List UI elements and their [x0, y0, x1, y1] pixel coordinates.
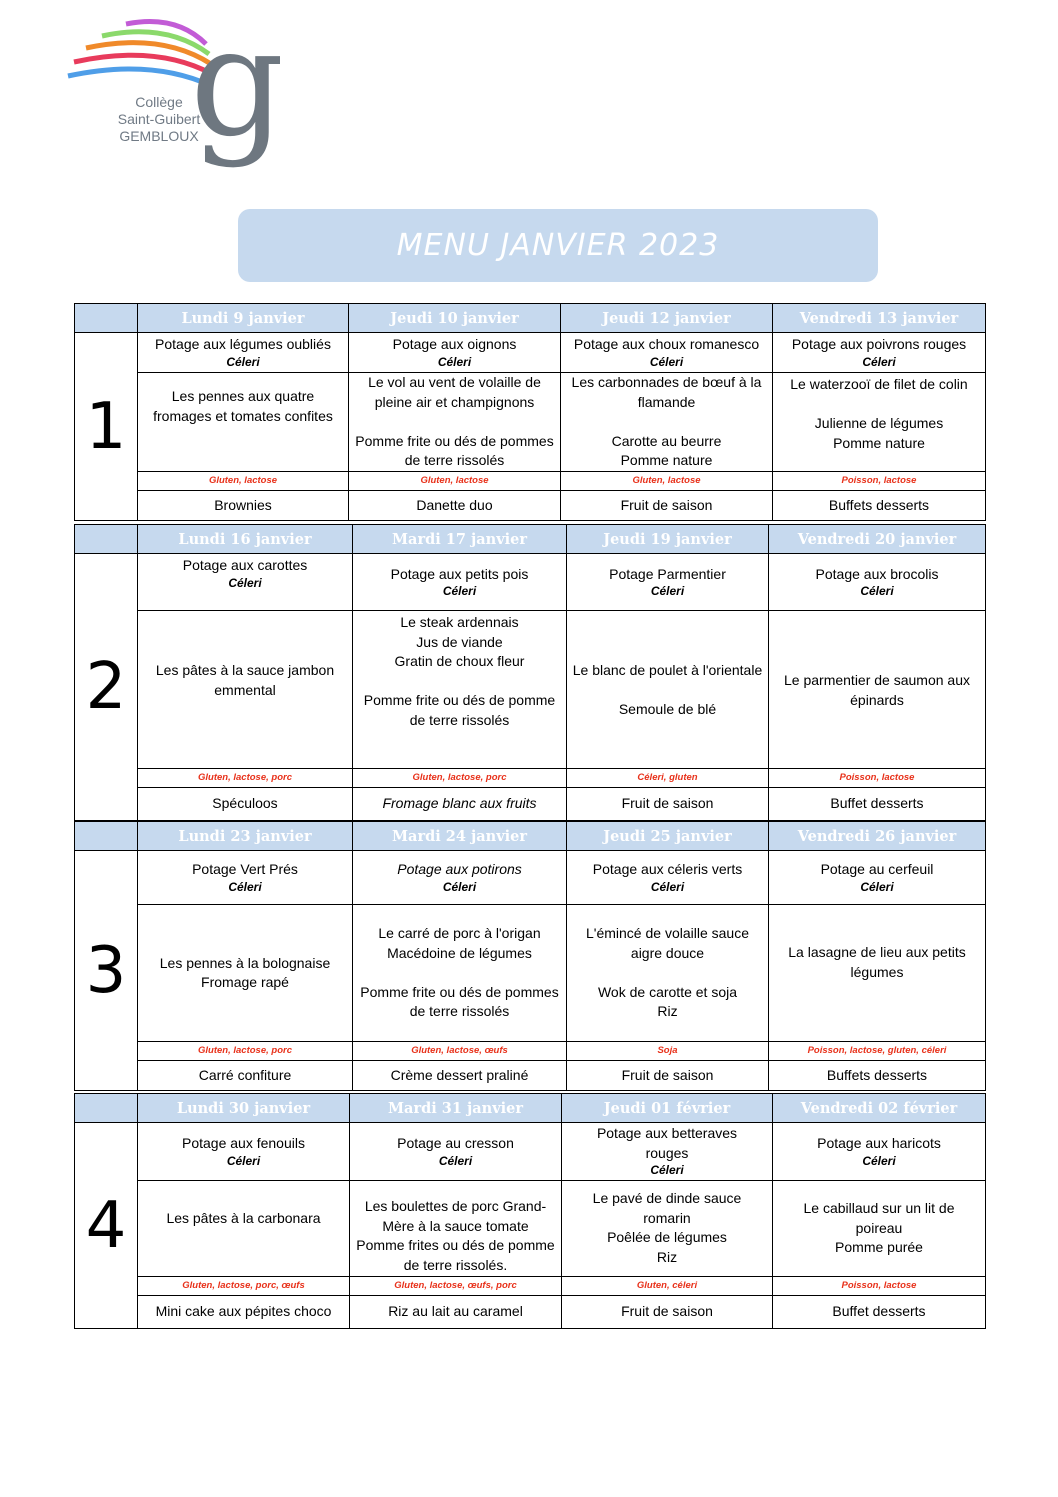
week-header-blank	[75, 1094, 138, 1123]
logo-name-line1: Collège	[135, 94, 183, 110]
dessert: Fromage blanc aux fruits	[353, 788, 567, 821]
week-number: 1	[75, 333, 138, 521]
soup-cell	[349, 333, 561, 373]
allergen-info: Poisson, lactose	[769, 769, 986, 788]
allergen-info: Céleri, gluten	[567, 769, 769, 788]
day-header: Mardi 24 janvier	[353, 822, 567, 851]
soup-cell	[138, 333, 349, 373]
week-4-table	[74, 1093, 986, 1329]
allergen-info: Gluten, lactose, porc	[138, 769, 353, 788]
soup-name: Potage aux choux romanesco	[573, 336, 760, 353]
soup-name: Potage au cresson	[397, 1135, 514, 1152]
allergen-info: Poisson, lactose	[773, 1277, 986, 1296]
soup-allergen: Céleri	[650, 584, 685, 599]
day-header: Lundi 30 janvier	[138, 1094, 350, 1123]
main-dish: Les pâtes à la carbonara	[138, 1181, 350, 1277]
allergen-info: Gluten, lactose, porc, œufs	[138, 1277, 350, 1296]
soup-name: Potage aux poivrons rouges	[791, 336, 967, 353]
soup-cell	[350, 1123, 562, 1181]
allergen-info: Gluten, lactose, porc	[353, 769, 567, 788]
soup-cell	[773, 333, 986, 373]
dessert: Brownies	[138, 491, 349, 521]
dessert: Buffets desserts	[773, 491, 986, 521]
soup-cell	[561, 333, 773, 373]
main-dish: Le parmentier de saumon aux épinards	[769, 611, 986, 769]
main-dish: Les pâtes à la sauce jambon emmental	[138, 611, 353, 769]
soup-allergen: Céleri	[442, 584, 477, 599]
title-banner	[238, 209, 878, 282]
soup-name: Potage aux betteraves rouges	[596, 1125, 738, 1161]
dessert: Crème dessert praliné	[353, 1061, 567, 1091]
week-number: 2	[75, 554, 138, 821]
allergen-info: Gluten, lactose	[138, 472, 349, 491]
main-dish: Le vol au vent de volaille de pleine air et champignons Pomme frite ou dés de pommes de terre rissolés	[349, 373, 561, 472]
week-header-blank	[75, 525, 138, 554]
day-header: Vendredi 13 janvier	[773, 304, 986, 333]
main-dish: Le pavé de dinde sauce romarin Poêlée de légumes Riz	[562, 1181, 773, 1277]
day-header: Vendredi 02 février	[773, 1094, 986, 1123]
soup-cell	[567, 554, 769, 611]
main-dish: Les boulettes de porc Grand-Mère à la sauce tomate Pomme frites ou dés de pomme de terre rissolés.	[350, 1181, 562, 1277]
dessert: Fruit de saison	[567, 788, 769, 821]
day-header: Jeudi 12 janvier	[561, 304, 773, 333]
main-dish: Les carbonnades de bœuf à la flamande Carotte au beurre Pomme nature	[561, 373, 773, 472]
soup-allergen: Céleri	[228, 879, 262, 894]
soup-allergen: Céleri	[442, 879, 477, 894]
school-logo	[66, 14, 280, 176]
dessert: Fruit de saison	[562, 1296, 773, 1329]
week-header-blank	[75, 822, 138, 851]
soup-allergen: Céleri	[860, 584, 894, 599]
soup-cell	[567, 851, 769, 905]
soup-name: Potage aux brocolis	[815, 565, 939, 582]
day-header: Lundi 9 janvier	[138, 304, 349, 333]
soup-allergen: Céleri	[226, 1153, 261, 1168]
dessert: Buffets desserts	[769, 1061, 986, 1091]
soup-name: Potage au cerfeuil	[820, 861, 934, 878]
day-header: Mardi 31 janvier	[350, 1094, 562, 1123]
soup-name: Potage aux haricots	[817, 1135, 941, 1152]
soup-cell	[562, 1123, 773, 1181]
soup-name: Potage aux fenouils	[182, 1135, 305, 1152]
logo-name-line2: Saint-Guibert	[117, 111, 201, 127]
week-number: 4	[75, 1123, 138, 1329]
soup-name: Potage aux potirons	[397, 861, 522, 878]
soup-allergen: Céleri	[437, 354, 472, 369]
week-1-table	[74, 303, 986, 521]
day-header: Lundi 16 janvier	[138, 525, 353, 554]
dessert: Spéculoos	[138, 788, 353, 821]
allergen-info: Gluten, lactose, œufs, porc	[350, 1277, 562, 1296]
week-2-table	[74, 524, 986, 821]
week-header-blank	[75, 304, 138, 333]
soup-cell	[138, 851, 353, 905]
main-dish: Le cabillaud sur un lit de poireau Pomme purée	[773, 1181, 986, 1277]
soup-allergen: Céleri	[862, 354, 896, 369]
allergen-info: Gluten, lactose, porc	[138, 1042, 353, 1061]
soup-allergen: Céleri	[650, 1163, 684, 1177]
page-title: MENU JANVIER 2023	[396, 228, 720, 263]
allergen-info: Gluten, lactose	[349, 472, 561, 491]
main-dish: L'émincé de volaille sauce aigre douce Wok de carotte et soja Riz	[567, 905, 769, 1042]
main-dish: La lasagne de lieu aux petits légumes	[769, 905, 986, 1042]
dessert: Danette duo	[349, 491, 561, 521]
main-dish: Le steak ardennais Jus de viande Gratin de choux fleur Pomme frite ou dés de pomme de terre rissolés	[353, 611, 567, 769]
allergen-info: Poisson, lactose	[773, 472, 986, 491]
soup-name: Potage aux carottes	[182, 557, 308, 573]
day-header: Mardi 17 janvier	[353, 525, 567, 554]
dessert: Riz au lait au caramel	[350, 1296, 562, 1329]
soup-name: Potage Vert Prés	[192, 861, 298, 878]
allergen-info: Gluten, céleri	[562, 1277, 773, 1296]
soup-allergen: Céleri	[860, 879, 894, 894]
soup-cell	[769, 554, 986, 611]
main-dish: Les pennes aux quatre fromages et tomates confites	[138, 373, 349, 472]
soup-name: Potage aux légumes oubliés	[155, 336, 331, 353]
dessert: Buffet desserts	[773, 1296, 986, 1329]
week-number: 3	[75, 851, 138, 1091]
main-dish: Le waterzooï de filet de colin Julienne de légumes Pomme nature	[773, 373, 986, 472]
dessert: Fruit de saison	[561, 491, 773, 521]
main-dish: Le blanc de poulet à l'orientale Semoule de blé	[567, 611, 769, 769]
soup-allergen: Céleri	[649, 354, 684, 369]
day-header: Jeudi 01 février	[562, 1094, 773, 1123]
day-header: Jeudi 25 janvier	[567, 822, 769, 851]
soup-cell	[138, 1123, 350, 1181]
logo-letter: g	[189, 14, 280, 170]
soup-name: Potage aux petits pois	[390, 565, 529, 582]
day-header: Jeudi 10 janvier	[349, 304, 561, 333]
allergen-info: Gluten, lactose	[561, 472, 773, 491]
soup-cell	[353, 851, 567, 905]
dessert: Buffet desserts	[769, 788, 986, 821]
week-3-table	[74, 821, 986, 1091]
dessert: Carré confiture	[138, 1061, 353, 1091]
soup-name: Potage aux céleris verts	[592, 861, 743, 878]
dessert: Fruit de saison	[567, 1061, 769, 1091]
dessert: Mini cake aux pépites choco	[138, 1296, 350, 1329]
day-header: Lundi 23 janvier	[138, 822, 353, 851]
soup-cell	[769, 851, 986, 905]
main-dish: Les pennes à la bolognaise Fromage rapé	[138, 905, 353, 1042]
day-header: Vendredi 26 janvier	[769, 822, 986, 851]
soup-allergen: Céleri	[228, 575, 262, 590]
soup-allergen: Céleri	[650, 879, 685, 894]
soup-allergen: Céleri	[862, 1153, 896, 1168]
soup-name: Potage Parmentier	[609, 565, 726, 582]
main-dish: Le carré de porc à l'origan Macédoine de légumes Pomme frite ou dés de pommes de terre rissolés	[353, 905, 567, 1042]
soup-name: Potage aux oignons	[392, 336, 517, 353]
soup-cell	[773, 1123, 986, 1181]
allergen-info: Soja	[567, 1042, 769, 1061]
soup-allergen: Céleri	[226, 354, 260, 369]
soup-cell	[138, 554, 353, 611]
soup-cell	[353, 554, 567, 611]
logo-name-line3: GEMBLOUX	[119, 128, 199, 144]
day-header: Jeudi 19 janvier	[567, 525, 769, 554]
allergen-info: Poisson, lactose, gluten, céleri	[769, 1042, 986, 1061]
soup-allergen: Céleri	[438, 1153, 473, 1168]
day-header: Vendredi 20 janvier	[769, 525, 986, 554]
allergen-info: Gluten, lactose, œufs	[353, 1042, 567, 1061]
